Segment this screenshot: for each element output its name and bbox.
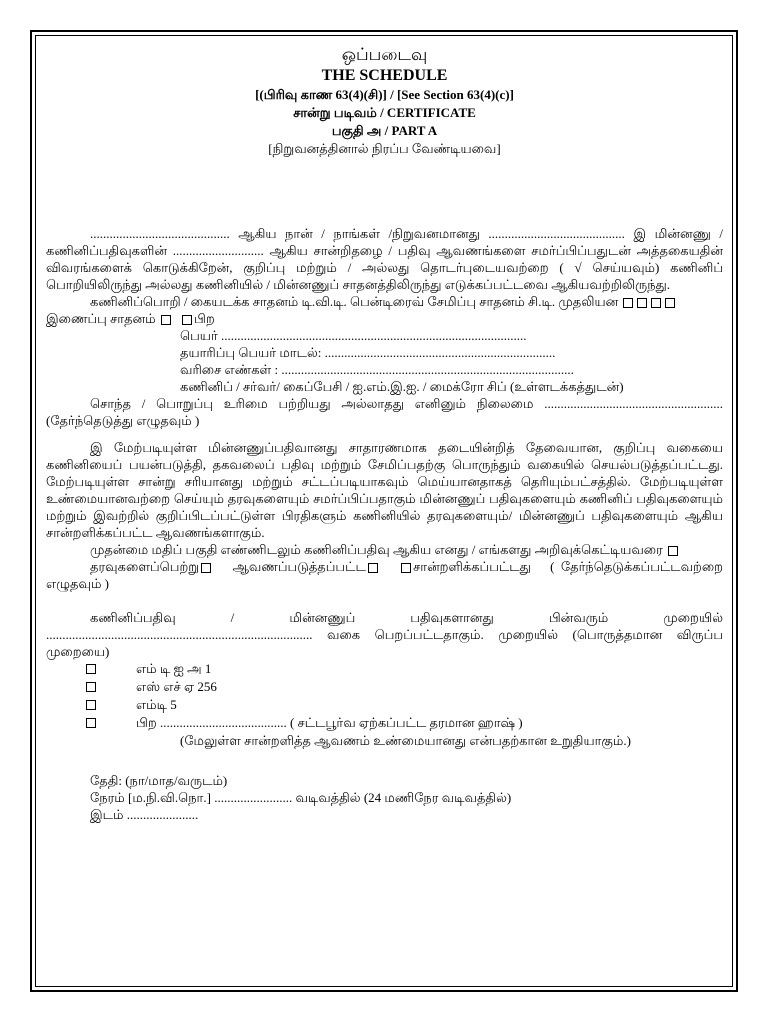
options-note: (மேலுள்ள சான்றளித்த ஆவணம் உண்மையானது என்பதற்கான உறுதியாகும்.) xyxy=(180,733,631,748)
checkbox[interactable] xyxy=(182,315,192,325)
hash-option xyxy=(46,696,723,714)
checkbox[interactable] xyxy=(86,682,96,692)
time-format: வடிவத்தில் (24 மணிநேர வடிவத்தில்) xyxy=(295,790,512,805)
checkbox[interactable] xyxy=(86,700,96,710)
option-obtained: தரவுகளைப்பெற்று xyxy=(90,559,200,574)
section-reference: [(பிரிவு காண 63(4)(சி)] / [See Section 63(4)(c)] xyxy=(255,87,514,102)
para3-rest: வகை பெறப்பட்டதாகும். முறையில் (பொருத்தமான விருப்ப முறையை) xyxy=(46,627,723,659)
para1-intro: ஆகிய நான் / நாங்கள் /நிறுவனமானது xyxy=(238,226,480,241)
schedule-title-local: ஒப்படைவு xyxy=(341,45,428,64)
serial-label: வரிசை எண்கள் : xyxy=(180,362,279,377)
date-label: தேதி: (நா/மாத/வருடம்) xyxy=(90,773,228,788)
paragraph-1 xyxy=(46,225,723,293)
place-row xyxy=(46,806,723,823)
checkbox[interactable] xyxy=(86,664,96,674)
checkbox[interactable] xyxy=(201,563,211,573)
checkbox[interactable] xyxy=(86,718,96,728)
ownership-note: (தேர்ந்தெடுத்து எழுதவும் ) xyxy=(46,413,200,428)
model-field[interactable]: ....................................................................... xyxy=(324,345,556,360)
place-field[interactable]: ...................... xyxy=(126,807,199,822)
hash-option-label: பிற ....................................... ( சட்டபூர்வ ஏற்கப்பட்ட தரமான ஹாஷ் ) xyxy=(136,715,523,730)
model-label: தயாரிப்பு பெயர் மாடல்: xyxy=(180,345,322,360)
name-label: பெயர் xyxy=(180,328,218,343)
hash-option-label: எஸ் எச் ஏ 256 xyxy=(136,679,217,694)
option-certified: சான்றளிக்கப்பட்டது xyxy=(413,559,531,574)
part-heading: பகுதி அ / PART A xyxy=(331,123,438,138)
part-subtitle: [நிறுவனத்தினால் நிரப்ப வேண்டியவை] xyxy=(268,141,501,156)
para1-intro-end: இ xyxy=(633,226,647,241)
paragraph-3 xyxy=(46,609,723,660)
device-label: இணைப்பு சாதனம் xyxy=(46,311,156,326)
time-row xyxy=(46,789,723,806)
options-note-row xyxy=(46,732,723,750)
paragraph-2-line2 xyxy=(46,541,723,558)
device-line xyxy=(46,293,723,310)
paragraph-2: இ மேற்படியுள்ள மின்னணுப்பதிவானது சாதாரணமாக தடையின்றித் தேவையான, குறிப்பு வகையை கணினியைப் பயன்படுத்தி, தகவலைப் பதிவு மற்றும் சேமிப்பதற்கு பொருந்தும் வகையில் செயல்படுத்தப்பட்டது. மேற்படியுள்ள சான்று சரியானது மற்றும் சட்டப்படியாகவும் மெய்யானதாகத் தெரியும்பட்சத்தில். மேற்படியுள்ள உண்மையானவற்றை செய்யும் தரவுகளையும் சமர்ப்பிப்பதாகும் மின்னணுப் பதிவுகளையும் கணினிப் பதிவுகளையும் மற்றும் இவற்றில் குறிப்பிடப்பட்டுள்ள பிரதிகளும் கணினியில் தரவுகளையும்/ மின்னணுப் பதிவுகளையும் ஆகிய சான்றளிக்கப்பட்ட ஆவணங்களாகும். xyxy=(46,440,723,540)
name-field[interactable]: .............................................................................................. xyxy=(220,328,527,343)
ownership-line xyxy=(46,395,723,429)
hash-option xyxy=(46,660,723,678)
document-body xyxy=(46,44,723,823)
dots-field[interactable]: .......................................... xyxy=(488,226,625,241)
checkbox[interactable] xyxy=(651,298,661,308)
device-row-model xyxy=(46,344,723,361)
date-row xyxy=(46,772,723,789)
hash-method-field[interactable]: .................................................................................. xyxy=(46,627,313,642)
time-label: நேரம் [ம.நி.வி.நொ.] xyxy=(90,790,211,805)
place-label: இடம் xyxy=(90,807,124,822)
ownership-text: சொந்த / பொறுப்பு உரிமை பற்றியது அல்லாதது எனினும் நிலைமை xyxy=(90,396,534,411)
hash-option-label: எம் டி ஐ அ 1 xyxy=(136,661,212,676)
serial-field[interactable]: .......................................................................................... xyxy=(281,362,574,377)
para1-text: மின்னணு / கணினிப்பதிவுகளின் ............................ ஆகிய சான்றிதழை / பதிவு ஆவணங்களை சமர்ப்பிப்பதுடன் அத்தகையதின் விவரங்களைக் கொடுக்கிறேன், குறிப்பு மற்றும் / அல்லது தொடர்புடையவற்றை ( √ செய்யவும்) கணினிப் பொறியிலிருந்து அல்லது கணினியில் / மின்னணுப் சாதனத்திலிருந்து எடுக்கப்பட்டவை ஆகியவற்றிலிருந்து. xyxy=(46,226,723,292)
hash-option-label: எம்டி 5 xyxy=(136,697,177,712)
checkbox[interactable] xyxy=(665,298,675,308)
select-note: ( தேர்ந்தெடுக்கப்பட்டவற்றை எழுதவும் ) xyxy=(46,559,724,591)
device-row-name xyxy=(46,327,723,344)
schedule-title: THE SCHEDULE xyxy=(321,67,448,84)
para3-text: கணினிப்பதிவு / மின்னணுப் பதிவுகளானது பின்வரும் முறையில் xyxy=(90,610,723,625)
checkbox[interactable] xyxy=(161,315,171,325)
ownership-field[interactable]: ....................................................... xyxy=(544,396,723,411)
device-options-text: கணினிப்பொறி / கையடக்க சாதனம் டி.வி.டி. பென்டிரைவ் சேமிப்பு சாதனம் சி.டி. முதலியன xyxy=(90,294,619,309)
device-row-types xyxy=(46,378,723,395)
checkbox[interactable] xyxy=(368,563,378,573)
checkbox[interactable] xyxy=(401,563,411,573)
device-row-other xyxy=(46,310,723,327)
time-field[interactable]: ........................ xyxy=(214,790,293,805)
dots-field[interactable]: ........................................... xyxy=(90,226,230,241)
certificate-heading: சான்று படிவம் / CERTIFICATE xyxy=(293,105,476,120)
device-other-label: பிற xyxy=(194,311,215,326)
hash-option xyxy=(46,714,723,732)
option-documented: ஆவணப்படுத்தப்பட்ட xyxy=(232,559,366,574)
hash-option xyxy=(46,678,723,696)
device-types-text: கணினிப் / சர்வர்/ கைப்பேசி / ஐ.எம்.இ.ஐ. / மைக்ரோ சிப் (உள்ளடக்கத்துடன்) xyxy=(180,379,624,394)
para2-line2-text: முதன்மை மதிப் பகுதி எண்ணிடலும் கணினிப்பதிவு ஆகிய எனது / எங்களது அறிவுக்கெட்டியவரை xyxy=(90,542,663,557)
checkbox[interactable] xyxy=(623,298,633,308)
checkbox[interactable] xyxy=(668,546,678,556)
paragraph-2-line3 xyxy=(46,558,723,592)
device-row-serial xyxy=(46,361,723,378)
checkbox[interactable] xyxy=(637,298,647,308)
